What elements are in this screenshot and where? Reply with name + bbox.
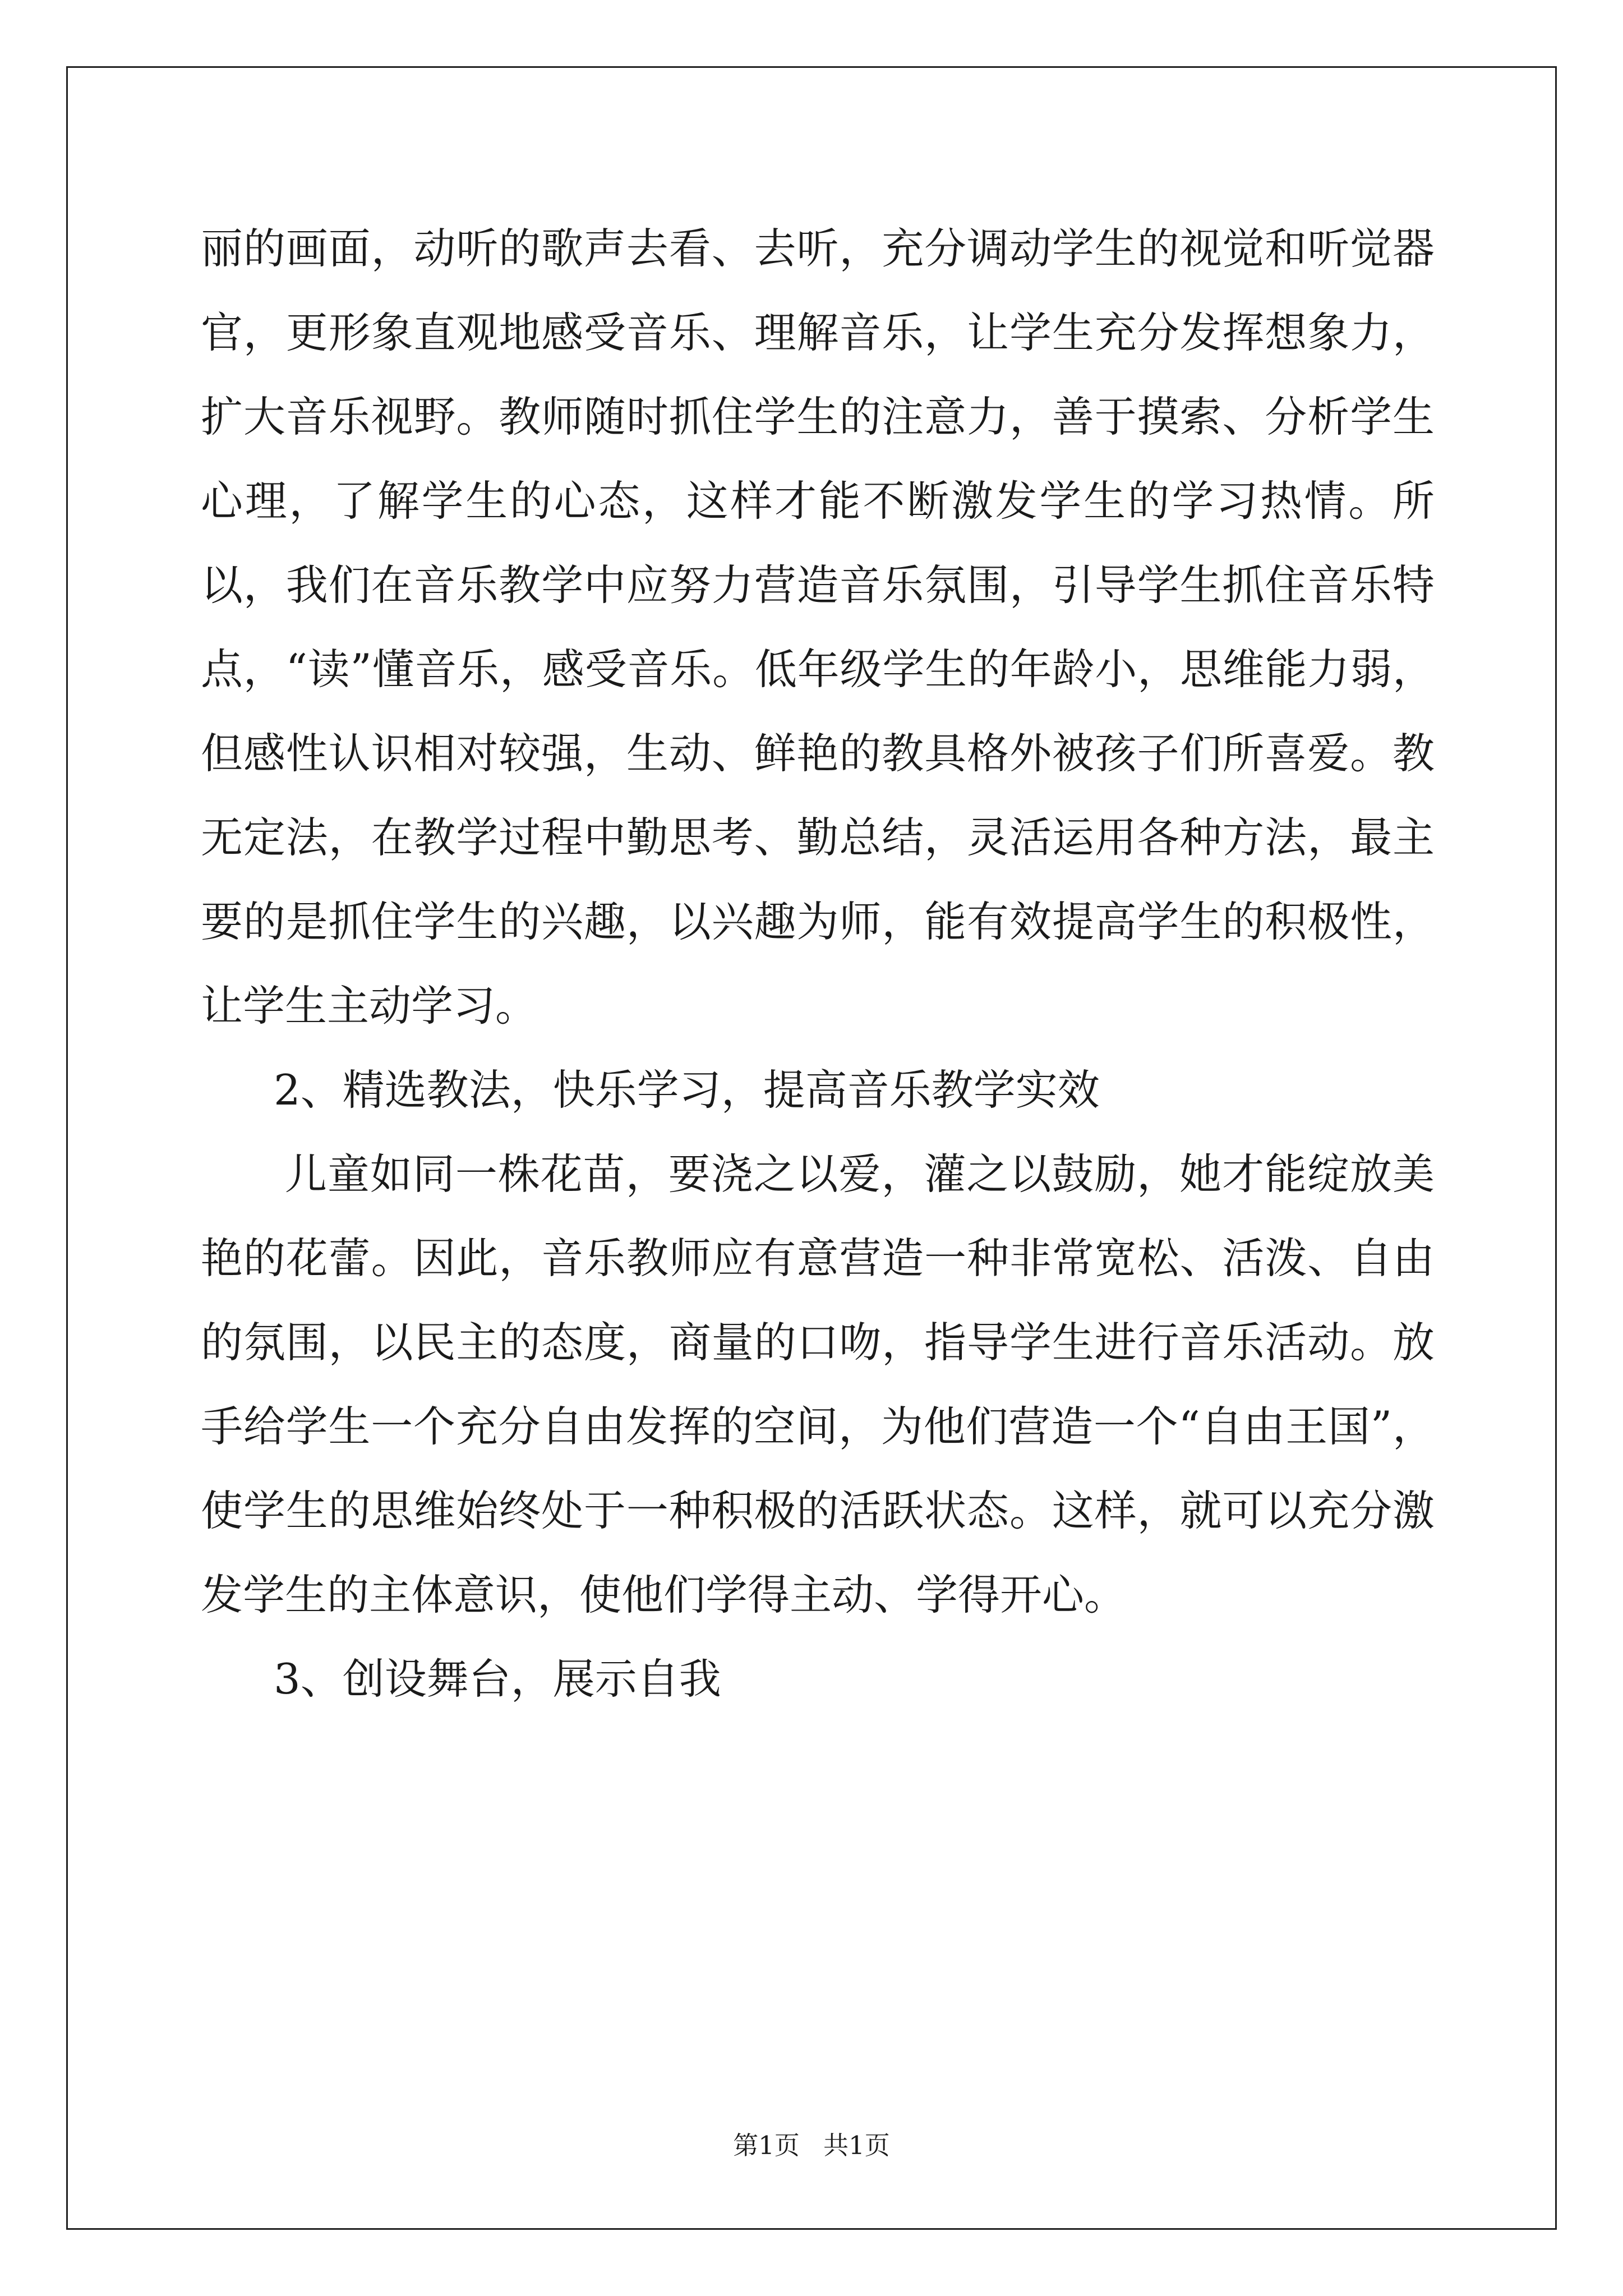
page-footer (0, 2125, 1623, 2161)
section-heading-3: 3、创设舞台，展示自我 (274, 1654, 721, 1704)
paragraph: 儿童如同一株花苗，要浇之以爱，灌之以鼓励，她才能绽放美艳的花蕾。因此，音乐教师应有意营造一种非常宽松、活泼、自由的氛围，以民主的态度，商量的口吻，指导学生进行音乐活动。放手给学生一个充分自由发挥的空间，为他们营造一个“自由王国”，使学生的思维始终处于一种积极的活跃状态。这样，就可以充分激发学生的主体意识，使他们学得主动、学得开心。 (201, 1149, 1435, 1619)
page-number: 第1页 (733, 2131, 800, 2160)
section-heading-2: 2、精选教法，快乐学习，提高音乐教学实效 (274, 1065, 1100, 1115)
page-total: 共1页 (823, 2131, 890, 2160)
paragraph-continued: 丽的画面，动听的歌声去看、去听，充分调动学生的视觉和听觉器官，更形象直观地感受音乐、理解音乐，让学生充分发挥想象力，扩大音乐视野。教师随时抓住学生的注意力，善于摸索、分析学生心理，了解学生的心态，这样才能不断激发学生的学习热情。所以，我们在音乐教学中应努力营造音乐氛围，引导学生抓住音乐特点，“读”懂音乐，感受音乐。低年级学生的年龄小，思维能力弱，但感性认识相对较强，生动、鲜艳的教具格外被孩子们所喜爱。教无定法，在教学过程中勤思考、勤总结，灵活运用各种方法，最主要的是抓住学生的兴趣，以兴趣为师，能有效提高学生的积极性，让学生主动学习。 (201, 224, 1435, 1030)
document-body (201, 206, 1435, 1721)
